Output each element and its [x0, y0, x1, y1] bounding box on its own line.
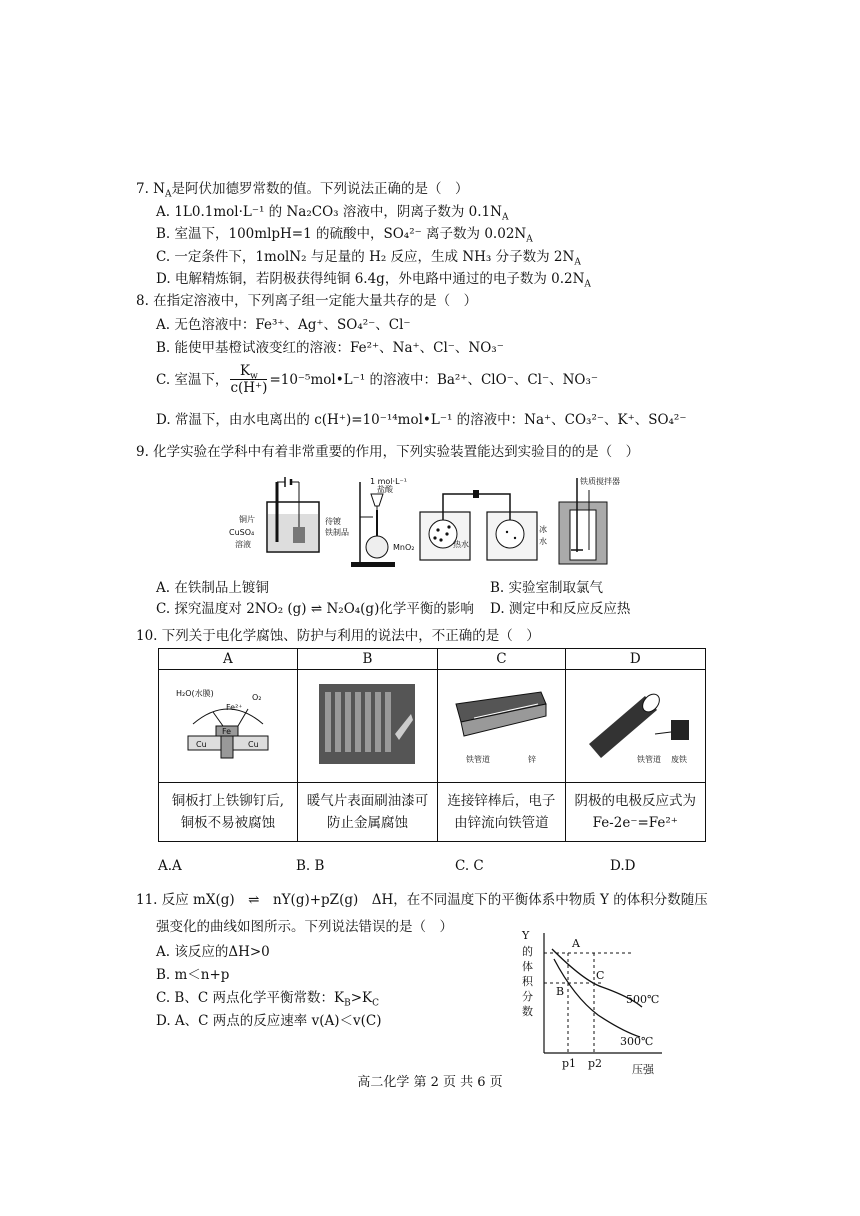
label-ice-1: 冰	[539, 525, 547, 534]
q9-stem: 9. 化学实验在学科中有着非常重要的作用，下列实验装置能达到实验目的的是（ ）	[136, 444, 640, 460]
q9-option-b: B. 实验室制取氯气	[490, 580, 604, 596]
label-cu-left: Cu	[195, 740, 207, 749]
q10-answer-c: C. C	[455, 858, 484, 874]
y-label-char: 积	[522, 975, 533, 988]
label-iron-pipe-c: 铁管道	[466, 755, 491, 764]
y-label-char: 数	[522, 1005, 533, 1018]
q10-text-b: 暖气片表面刷油漆可 防止金属腐蚀	[297, 783, 437, 842]
label-water-film: H₂O(水膜)	[175, 689, 214, 698]
q8-option-b: B. 能使甲基橙试液变红的溶液：Fe²⁺、Na⁺、Cl⁻、NO₃⁻	[156, 340, 504, 356]
label-fe: Fe	[221, 727, 231, 736]
y-label-char: 体	[522, 960, 533, 973]
label-cu-right: Cu	[247, 740, 259, 749]
q9-option-c: C. 探究温度对 2NO₂ (g) ⇌ N₂O₄(g)化学平衡的影响	[156, 601, 474, 617]
q11-option-a: A. 该反应的ΔH>0	[156, 944, 270, 960]
label-iron-pipe-d: 铁管道	[637, 755, 662, 764]
q8-option-d: D. 常温下，由水电离出的 c(H⁺)=10⁻¹⁴mol•L⁻¹ 的溶液中：Na⁺、CO₃²⁻、K⁺、SO₄²⁻	[156, 412, 687, 428]
label-o2: O₂	[251, 693, 262, 702]
kw-fraction: $\frac{K_w}{c(H^+)}$	[230, 363, 268, 396]
q11-option-b: B. m＜n+p	[156, 967, 230, 983]
calorimeter-apparatus	[559, 476, 620, 564]
q10-image-c	[438, 670, 565, 783]
q10-stem: 10. 下列关于电化学腐蚀、防护与利用的说法中，不正确的是（ ）	[136, 628, 540, 644]
q10-header-d: D	[565, 649, 706, 670]
y-label-char: 分	[522, 990, 533, 1003]
label-hcl-2: 盐酸	[377, 485, 393, 494]
label-ice-2: 水	[539, 537, 547, 546]
tick-p1: p1	[562, 1057, 577, 1070]
y-label-char: 的	[522, 945, 533, 958]
label-stirrer: 铁质搅拌器	[580, 477, 620, 486]
legend-300c: 300℃	[620, 1035, 654, 1048]
legend-500c: 500℃	[626, 993, 660, 1006]
label-plated-2: 铁制品	[325, 528, 349, 537]
y-axis-label	[522, 945, 534, 1018]
label-hcl-1: 1 mol·L⁻¹	[370, 477, 407, 486]
label-hot-water: 热水	[453, 540, 469, 549]
page-footer: 高二化学 第 2 页 共 6 页	[357, 1075, 503, 1090]
q7-option-b: B. 室温下，100mlpH=1 的硫酸中，SO₄²⁻ 离子数为 $0.02N_A$	[156, 226, 533, 245]
q10-table	[158, 648, 706, 842]
q10-image-d	[565, 670, 706, 783]
q10-header-b: B	[297, 649, 437, 670]
q11-option-d: D. A、C 两点的反应速率 v(A)＜v(C)	[156, 1013, 382, 1029]
q8-option-a: A. 无色溶液中：Fe³⁺、Ag⁺、SO₄²⁻、Cl⁻	[156, 317, 411, 333]
electroplating-apparatus	[229, 477, 349, 552]
q10-answer-d: D.D	[610, 858, 636, 874]
q7-option-d: D. 电解精炼铜，若阴极获得纯铜 6.4g，外电路中通过的电子数为 $0.2N_A$	[156, 271, 591, 290]
label-mno2: MnO₂	[393, 543, 415, 552]
radiator-photo	[319, 684, 415, 764]
q11-stem: 11. 反应 mX(g) ⇌ nY(g)+pZ(g) ΔH，在不同温度下的平衡体系中物质 Y 的体积分数随压	[136, 892, 708, 908]
q10-text-d: 阴极的电极反应式为 Fe-2e⁻=Fe²⁺	[565, 783, 706, 842]
q10-text-a: 铜板打上铁铆钉后, 铜板不易被腐蚀	[159, 783, 298, 842]
q7-option-a: A. 1L0.1mol·L⁻¹ 的 Na₂CO₃ 溶液中，阴离子数为 $0.1N_A$	[156, 204, 509, 223]
q9-apparatus-figure	[225, 472, 625, 572]
q10-header-c: C	[438, 649, 565, 670]
q10-answer-b: B. B	[296, 858, 325, 874]
tick-p2: p2	[588, 1057, 603, 1070]
q8-option-c: C. 室温下， $\frac{K_w}{c(H^+)}$ =10⁻⁵mol•L⁻¹ 的溶液中：Ba²⁺、ClO⁻、Cl⁻、NO₃⁻	[156, 363, 599, 396]
label-solution: 溶液	[235, 540, 251, 549]
q7-option-c: C. 一定条件下，1molN₂ 与足量的 H₂ 反应，生成 NH₃ 分子数为 $2N_A$	[156, 249, 581, 268]
point-label-a: A	[572, 937, 580, 950]
q10-answer-a: A.A	[158, 858, 182, 874]
q10-image-a	[159, 670, 298, 783]
point-label-b: B	[556, 985, 565, 998]
q11-stem-2: 强变化的曲线如图所示。下列说法错误的是（ ）	[156, 919, 453, 935]
label-scrap-iron: 废铁	[671, 755, 688, 764]
label-plated-1: 待镀	[325, 517, 341, 526]
q7-stem: 7. $N_A$是阿伏加德罗常数的值。下列说法正确的是（ ）	[136, 181, 469, 200]
no2-equilibrium-apparatus	[420, 490, 547, 560]
q10-image-b	[297, 670, 437, 783]
q9-option-d: D. 测定中和反应反应热	[490, 601, 631, 617]
label-zinc: 锌	[528, 755, 537, 764]
q10-header-a: A	[159, 649, 298, 670]
q11-chart	[512, 925, 682, 1075]
x-axis-label: 压强	[632, 1063, 654, 1075]
y-label-1: Y	[522, 929, 530, 942]
q8-stem: 8. 在指定溶液中，下列离子组一定能大量共存的是（ ）	[136, 293, 478, 309]
point-label-c: C	[596, 969, 605, 982]
label-fe2plus: Fe²⁺	[225, 703, 243, 712]
label-cuso4: CuSO₄	[229, 528, 255, 537]
label-copper-sheet: 铜片	[239, 515, 255, 524]
q9-option-a: A. 在铁制品上镀铜	[156, 580, 269, 596]
q11-option-c: C. B、C 两点化学平衡常数：$K_B>K_C$	[156, 990, 379, 1009]
q10-text-c: 连接锌棒后，电子 由锌流向铁管道	[438, 783, 565, 842]
chlorine-apparatus	[351, 477, 414, 567]
